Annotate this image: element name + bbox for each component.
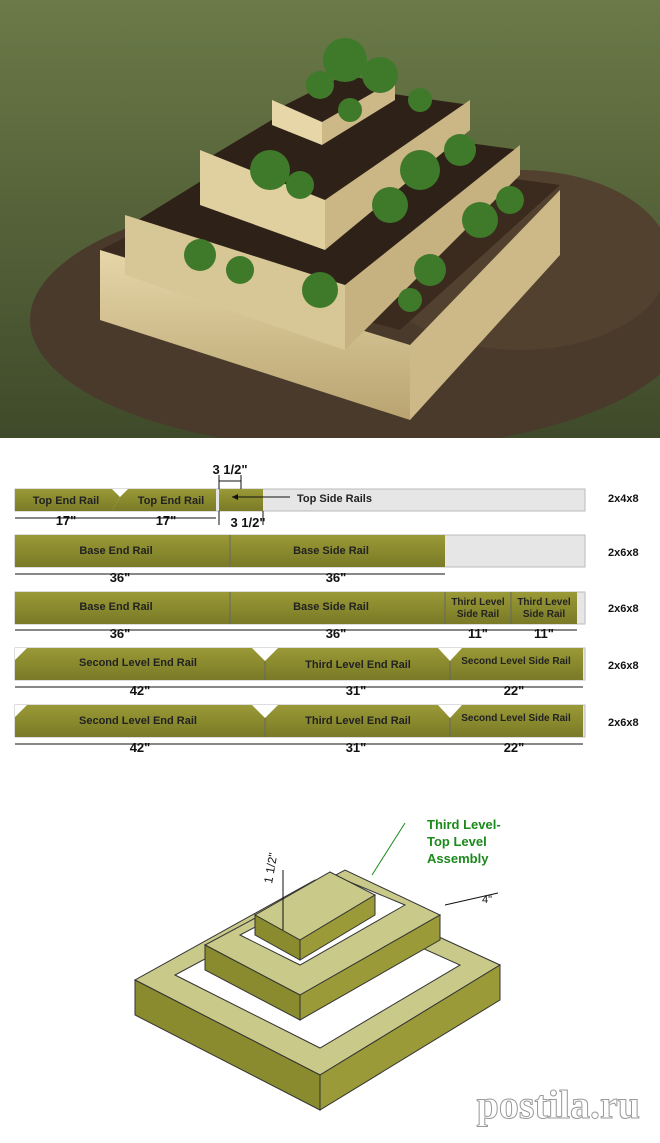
watermark: postila.ru: [476, 1082, 640, 1127]
callout-top-side-rails: Top Side Rails: [297, 493, 372, 505]
dim-offset-top: 3 1/2": [212, 462, 248, 477]
board-piece: [219, 489, 263, 511]
cut-row-4: [15, 648, 639, 698]
piece-label: Third Level: [451, 597, 505, 608]
piece-label: Third Level End Rail: [305, 715, 411, 727]
piece-label: Side Rail: [456, 609, 500, 620]
cut-row-5: [15, 705, 639, 755]
dim-length: 36": [325, 626, 347, 641]
piece-label: Second Level Side Rail: [461, 656, 571, 667]
callout-line: Top Level: [427, 834, 487, 849]
stock-size: 2x6x8: [608, 603, 639, 615]
dim-length: 17": [55, 513, 77, 528]
dim-height: 1 1/2": [261, 851, 281, 885]
callout-line: Assembly: [427, 851, 489, 866]
stock-size: 2x6x8: [608, 547, 639, 559]
piece-label: Second Level End Rail: [79, 657, 197, 669]
assembly-drawing: [135, 870, 500, 1110]
piece-label: Second Level End Rail: [79, 715, 197, 727]
piece-label: Base End Rail: [79, 601, 153, 613]
dim-length: 36": [109, 570, 131, 585]
dim-offset-bottom: 3 1/2": [230, 515, 266, 530]
dim-length: 11": [468, 626, 488, 641]
piece-label: Base Side Rail: [293, 601, 369, 613]
dim-length: 31": [345, 683, 367, 698]
piece-label: Second Level Side Rail: [461, 713, 571, 724]
piece-label: Top End Rail: [137, 495, 205, 507]
dim-width: 4": [482, 894, 493, 906]
dim-length: 22": [503, 740, 525, 755]
stock-size: 2x4x8: [608, 493, 639, 505]
dim-length: 36": [109, 626, 131, 641]
dim-length: 11": [534, 626, 554, 641]
callout-line: Third Level-: [427, 817, 501, 832]
cut-list-diagram: [0, 438, 660, 1143]
stock-size: 2x6x8: [608, 660, 639, 672]
piece-label: Top End Rail: [32, 495, 100, 507]
dim-length: 31": [345, 740, 367, 755]
cut-row-3: [15, 592, 639, 641]
cut-row-1: [15, 462, 639, 530]
cut-row-2: [15, 535, 639, 585]
piece-label: Base End Rail: [79, 545, 153, 557]
dim-length: 42": [129, 740, 151, 755]
piece-label: Third Level End Rail: [305, 659, 411, 671]
dim-length: 42": [129, 683, 151, 698]
piece-label: Base Side Rail: [293, 545, 369, 557]
dim-length: 36": [325, 570, 347, 585]
dim-length: 22": [503, 683, 525, 698]
piece-label: Third Level: [517, 597, 571, 608]
piece-label: Side Rail: [522, 609, 566, 620]
stock-size: 2x6x8: [608, 717, 639, 729]
planter-photo: [0, 0, 660, 438]
dim-length: 17": [155, 513, 177, 528]
